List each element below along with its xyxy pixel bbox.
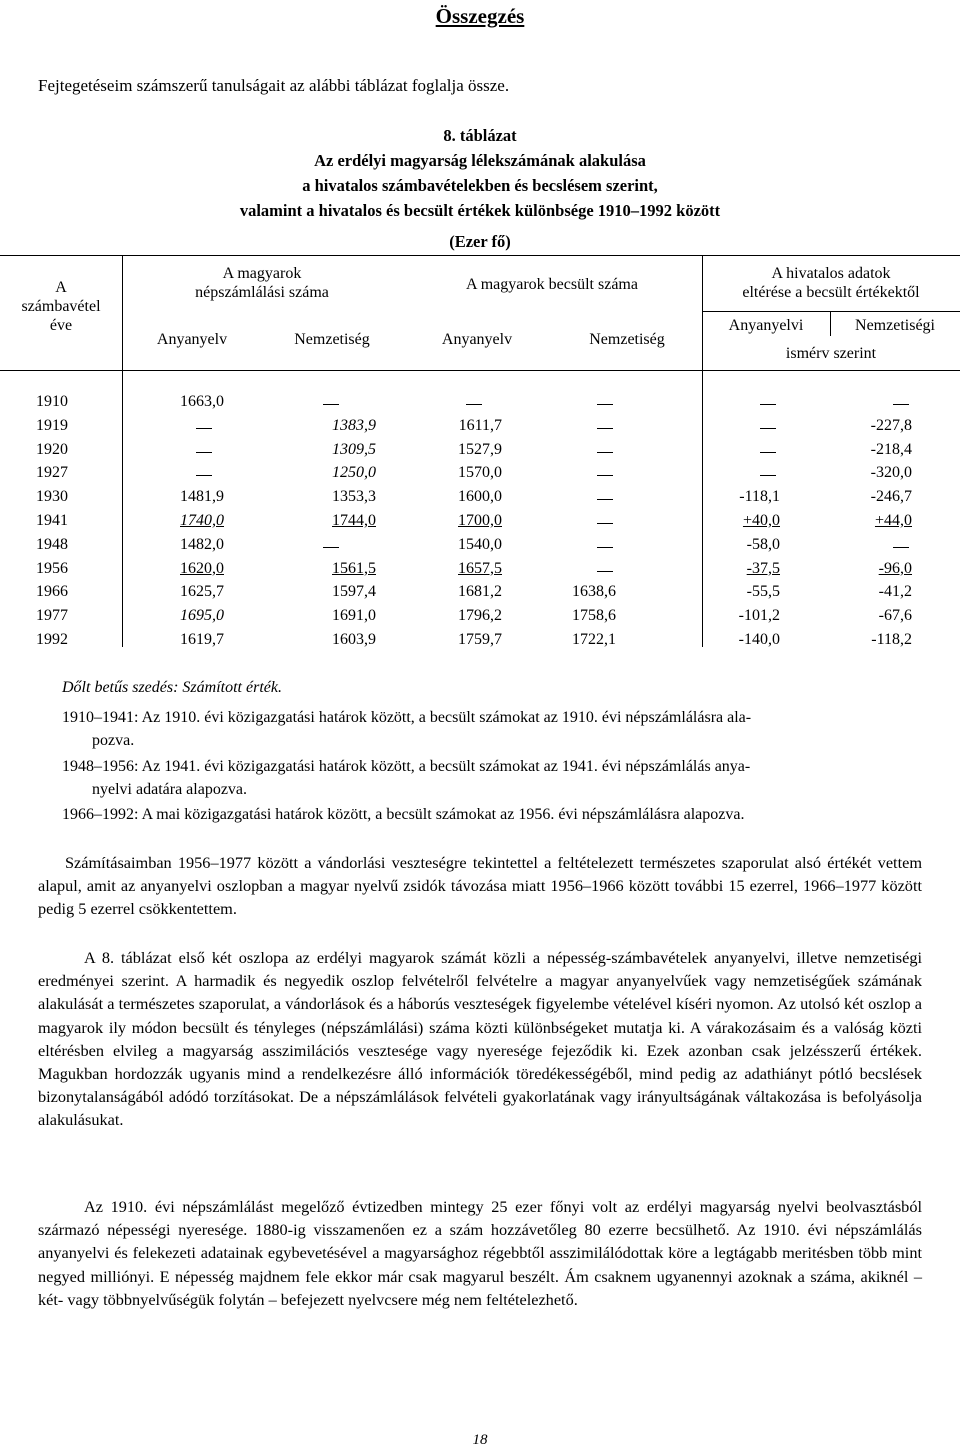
header-difference — [702, 264, 960, 302]
table-cell: 1625,7 — [180, 583, 224, 601]
table-cell: -41,2 — [878, 583, 912, 601]
row-year: 1930 — [36, 488, 68, 506]
header-sub-3: Anyanyelv — [441, 331, 513, 348]
table-cell: -218,4 — [870, 440, 912, 458]
table-row — [0, 631, 960, 654]
table-cell: +44,0 — [874, 512, 912, 529]
table-cell: -118,2 — [871, 631, 912, 648]
row-year: 1910 — [36, 393, 68, 410]
empty-cell-dash — [196, 452, 212, 453]
header-year-line-2: számbavétel — [21, 298, 101, 315]
empty-cell-dash — [466, 404, 482, 405]
note-2-line-2: nyelvi adatára alapozva. — [92, 781, 248, 798]
table-cell: 1570,0 — [458, 464, 502, 482]
empty-cell-dash — [893, 547, 909, 548]
empty-cell-dash — [323, 404, 339, 405]
empty-cell-dash — [597, 404, 613, 405]
row-year: 1966 — [36, 583, 68, 601]
table-cell: 1540,0 — [458, 535, 502, 553]
table-cell: -118,1 — [739, 488, 780, 506]
note-2-line-1: 1948–1956: Az 1941. évi közigazgatási határok között, a becsült számokat az 1941. évi népszámlálás anya- — [62, 758, 751, 775]
table-cell: 1353,3 — [332, 488, 376, 506]
empty-cell-dash — [597, 571, 613, 572]
empty-cell-dash — [760, 428, 776, 429]
note-3: 1966–1992: A mai közigazgatási határok között, a becsült számokat az 1956. évi népszámlálásra alapozva. — [62, 806, 745, 823]
empty-cell-dash — [597, 475, 613, 476]
table-cell: 1561,5 — [332, 559, 376, 577]
table-cell: 1681,2 — [458, 583, 502, 601]
table-cell: 1638,6 — [572, 583, 616, 601]
header-top-rule — [0, 255, 960, 256]
table-cell: 1482,0 — [180, 535, 224, 553]
row-year: 1948 — [36, 535, 68, 553]
table-row — [0, 512, 960, 535]
table-row — [0, 583, 960, 606]
header-diff-line-1: A hivatalos adatok — [771, 265, 891, 282]
empty-cell-dash — [597, 428, 613, 429]
page-number: 18 — [472, 1432, 488, 1448]
table-row — [0, 441, 960, 464]
table-cell: -55,5 — [746, 583, 780, 601]
table-cell: 1309,5 — [332, 440, 376, 458]
table-cell: 1759,7 — [458, 631, 502, 648]
table-cell: 1744,0 — [332, 512, 376, 529]
table-cell: -101,2 — [738, 607, 780, 625]
italic-note: Dőlt betűs szedés: Számított érték. — [62, 679, 282, 696]
table-cell: -67,6 — [878, 607, 912, 625]
empty-cell-dash — [597, 547, 613, 548]
caption-line-3: valamint a hivatalos és becsült értékek különbsége 1910–1992 között — [239, 201, 721, 220]
header-sub-4: Nemzetiség — [589, 331, 665, 348]
header-year-line-3: éve — [49, 317, 73, 334]
table-row — [0, 464, 960, 487]
table-cell: 1250,0 — [332, 464, 376, 482]
row-year: 1992 — [36, 631, 68, 648]
note-1-line-2: pozva. — [92, 732, 135, 749]
row-year: 1941 — [36, 512, 68, 529]
empty-cell-dash — [323, 547, 339, 548]
header-census-line-1: A magyarok — [222, 265, 302, 282]
table-row — [0, 488, 960, 511]
empty-cell-dash — [597, 452, 613, 453]
table-cell: +40,0 — [742, 512, 780, 529]
table-cell: 1600,0 — [458, 488, 502, 506]
table-cell: -58,0 — [746, 535, 780, 553]
table-cell: -96,0 — [878, 559, 912, 577]
table-cell: 1611,7 — [458, 416, 502, 434]
header-census-line-2: népszámlálási száma — [195, 284, 329, 301]
table-cell: 1527,9 — [458, 440, 502, 458]
table-cell: -140,0 — [738, 631, 780, 648]
table-cell: -37,5 — [746, 559, 780, 577]
table-cell: 1481,9 — [180, 488, 224, 506]
table-cell: 1758,6 — [572, 607, 616, 625]
table-row — [0, 536, 960, 559]
empty-cell-dash — [597, 499, 613, 500]
empty-cell-dash — [196, 475, 212, 476]
row-year: 1956 — [36, 559, 68, 577]
paragraph-3: Az 1910. évi népszámlálást megelőző évtizedben mintegy 25 ezer főnyi volt az erdélyi magyarság nyelvi beolvasztásból származó népességi nyeresége. 1880-ig visszamenően ez a szám hozzávetőleg 80 ezerre becsülhető. Az 1910. évi népszámlálás anyanyelvi és felekezeti adatainak egybevetésével a magyarsághoz régebbtől asszimilálódottak köre a legtágabb meritésben több mint negyed milliónyi. E népesség majdnem fele ekkor már csak magyarul beszélt. Ám csaknem ugyanennyi azoknak a száma, akiknél – két- vagy többnyelvűségük folytán – befejezett nyelvcsere még nem feltételezhető. — [38, 1197, 922, 1309]
paragraph-2: A 8. táblázat első két oszlopa az erdélyi magyarok számát közli a népesség-számbavételek anyanyelvi, illetve nemzetiségi eredményei szerint. A harmadik és negyedik oszlop felvételről felvételre a magyar anyanyelvűek vagy nemzetiségűek számának alakulását a természetes szaporulat, a vándorlások és a háborús veszteségek figyelembe vételével kíséri nyomon. Az utolsó két oszlop a magyarok ily módon becsült és tényleges (népszámlálási) száma közti különbségeket mutatja ki. A várakozásaim és a valóság közti eltérésben elvileg a magyarság asszimilációs vesztesége vagy nyeresége fejeződik ki. Ezek azonban csak jelzésszerű értékek. Magukban hordozzák ugyanis mind a rendelkezésre álló információk töredékességéből, mind pedig az adathiányt pótló becslések bizonytalanságából adódó torzításokat. De a népszámlálások felvételi gyakorlatának vagy irányultságának váltakozása is befolyásolja alakulásukat. — [38, 948, 922, 1130]
empty-cell-dash — [597, 523, 613, 524]
table-cell: 1603,9 — [332, 631, 376, 648]
row-year: 1919 — [36, 416, 68, 434]
header-sub-5: Anyanyelvi — [728, 317, 804, 334]
vrule-3 — [830, 311, 831, 336]
table-cell: 1722,1 — [572, 631, 616, 648]
table-cell: 1657,5 — [458, 559, 502, 577]
table-cell: 1663,0 — [180, 393, 224, 410]
empty-cell-dash — [760, 452, 776, 453]
empty-cell-dash — [760, 404, 776, 405]
table-cell: -246,7 — [870, 488, 912, 506]
caption-line-1: Az erdélyi magyarság lélekszámának alakulása — [314, 151, 646, 170]
header-sub-1: Anyanyelv — [156, 331, 228, 348]
table-row — [0, 417, 960, 440]
intro-text: Fejtegetéseim számszerű tanulságait az alábbi táblázat foglalja össze. — [38, 76, 510, 95]
table-cell: -227,8 — [870, 416, 912, 434]
table-cell: 1740,0 — [180, 512, 224, 529]
header-census — [122, 264, 402, 302]
header-diff-rule — [702, 311, 960, 312]
header-estimate: A magyarok becsült száma — [466, 276, 638, 293]
table-cell: 1597,4 — [332, 583, 376, 601]
empty-cell-dash — [196, 428, 212, 429]
caption-unit: (Ezer fő) — [449, 232, 511, 251]
table-cell: 1796,2 — [458, 607, 502, 625]
row-year: 1977 — [36, 607, 68, 625]
paragraph-1: Számításaimban 1956–1977 között a vándorlási veszteségre tekintettel a feltételezett természetes szaporulat alsó értékét vettem alapul, amit az anyanyelvi oszlopban a magyar nyelvű zsidók távozása miatt 1956–1966 között további 15 ezerrel, 1966–1977 között pedig 5 ezerrel csökkentettem. — [38, 853, 922, 919]
row-year: 1927 — [36, 464, 68, 482]
table-cell: 1700,0 — [458, 512, 502, 529]
table-row — [0, 560, 960, 583]
note-1-line-1: 1910–1941: Az 1910. évi közigazgatási határok között, a becsült számokat az 1910. évi népszámlálásra ala- — [62, 709, 752, 726]
header-year-col — [0, 278, 122, 335]
section-title: Összegzés — [435, 4, 525, 28]
header-year-line-1: A — [55, 279, 67, 296]
caption-line-2: a hivatalos számbavételekben és becslésem szerint, — [302, 176, 658, 195]
header-bottom-rule — [0, 370, 960, 371]
table-row — [0, 607, 960, 630]
table-cell: 1691,0 — [332, 607, 376, 625]
table-cell: 1695,0 — [180, 607, 224, 625]
header-sub-2: Nemzetiség — [294, 331, 370, 348]
empty-cell-dash — [893, 404, 909, 405]
table-number: 8. táblázat — [443, 126, 517, 145]
table-cell: 1620,0 — [180, 559, 224, 577]
empty-cell-dash — [760, 475, 776, 476]
header-sub-6: Nemzetiségi — [855, 317, 935, 334]
header-diff-line-2: eltérése a becsült értékektől — [742, 284, 920, 301]
table-cell: 1383,9 — [332, 416, 376, 434]
table-cell: 1619,7 — [180, 631, 224, 648]
row-year: 1920 — [36, 440, 68, 458]
header-criterion: ismérv szerint — [785, 345, 877, 362]
table-cell: -320,0 — [870, 464, 912, 482]
table-row — [0, 393, 960, 416]
